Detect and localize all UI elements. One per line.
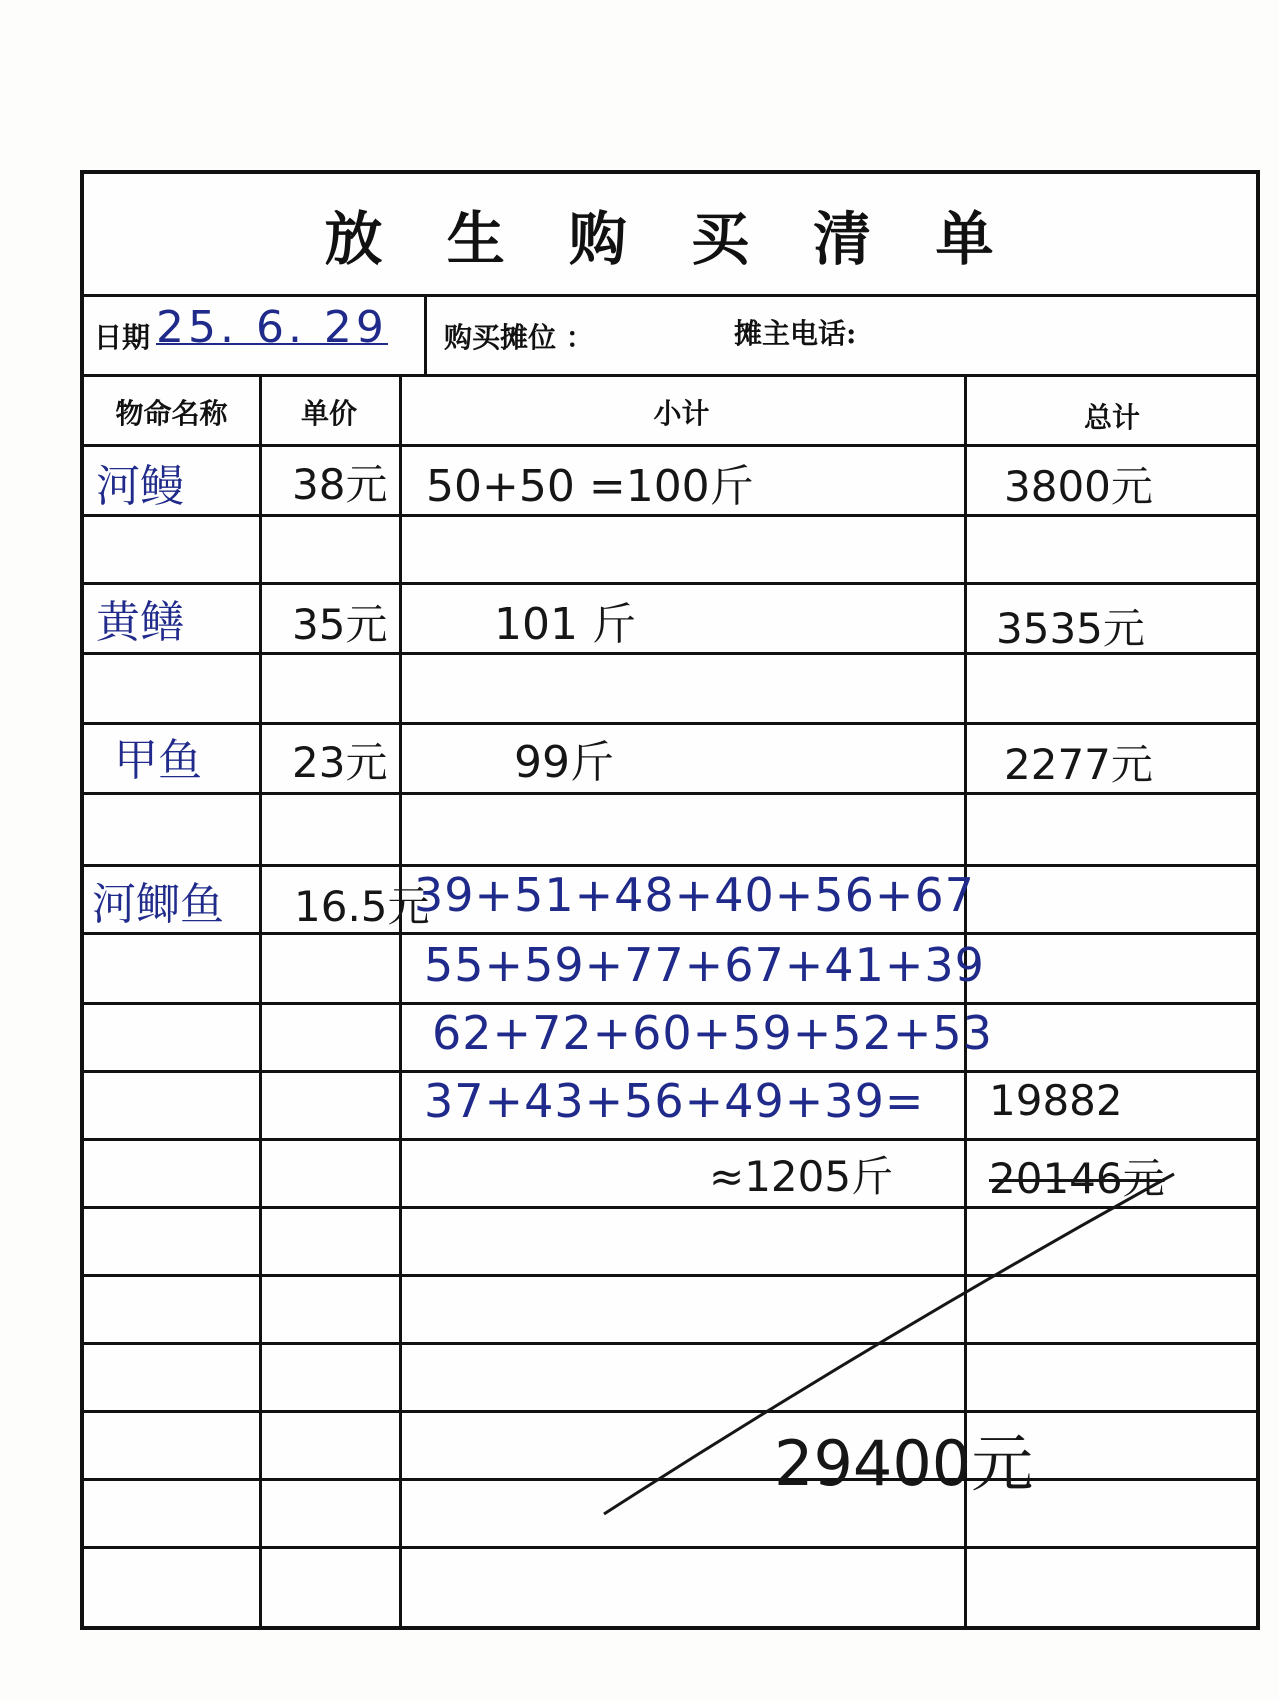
- purchase-list-sheet: [80, 170, 1260, 1630]
- info-divider: [424, 294, 427, 374]
- item-name: 河鳗: [96, 461, 184, 512]
- item-total: 19882: [989, 1076, 1123, 1125]
- items-table: [84, 374, 1256, 1630]
- row-divider: [84, 1410, 1256, 1413]
- header-total: 总计: [1083, 401, 1140, 434]
- stall-label: 购买摊位 ：: [444, 321, 594, 354]
- subtotal-calc-line: 39+51+48+40+56+67: [414, 868, 975, 922]
- row-divider: [84, 1138, 1256, 1141]
- title-row: [84, 174, 1256, 297]
- header-subtotal: 小计: [653, 397, 710, 430]
- info-row: [84, 294, 1256, 377]
- row-divider: [84, 1546, 1256, 1549]
- approx-weight: ≈1205斤: [709, 1152, 894, 1201]
- subtotal-calc-line: 55+59+77+67+41+39: [424, 938, 985, 992]
- row-divider: [84, 1478, 1256, 1481]
- item-name: 甲鱼: [114, 735, 202, 786]
- item-subtotal: 50+50 =100斤: [426, 461, 754, 512]
- header-unit-price: 单价: [300, 397, 357, 430]
- item-subtotal: 99斤: [514, 737, 614, 788]
- item-price: 35元: [292, 600, 388, 649]
- row-divider: [84, 1206, 1256, 1209]
- item-subtotal: 101 斤: [494, 599, 636, 650]
- subtotal-calc-line: 37+43+56+49+39=: [424, 1074, 925, 1128]
- item-price: 38元: [292, 460, 388, 509]
- row-divider: [84, 1342, 1256, 1345]
- item-total: 3800元: [1004, 462, 1153, 511]
- row-divider: [84, 1002, 1256, 1005]
- row-divider: [84, 864, 1256, 867]
- page-title: 放 生 购 买 清 单: [324, 205, 1016, 273]
- row-divider: [84, 582, 1256, 585]
- phone-label: 摊主电话:: [734, 317, 857, 350]
- item-price: 16.5元: [294, 882, 430, 931]
- item-price: 23元: [292, 738, 388, 787]
- row-divider: [84, 932, 1256, 935]
- item-name: 河鲫鱼: [92, 879, 224, 930]
- struck-total: 20146元: [989, 1154, 1165, 1203]
- row-divider: [84, 722, 1256, 725]
- row-divider: [84, 1070, 1256, 1073]
- row-divider: [84, 792, 1256, 795]
- date-label: 日期: [94, 321, 151, 354]
- row-divider: [84, 514, 1256, 517]
- row-divider: [84, 444, 1256, 447]
- subtotal-calc-line: 62+72+60+59+52+53: [432, 1006, 993, 1060]
- item-name: 黄鳝: [96, 597, 184, 648]
- header-item-name: 物命名称: [115, 397, 228, 430]
- row-divider: [84, 1274, 1256, 1277]
- item-total: 2277元: [1004, 740, 1153, 789]
- grand-total: 29400元: [774, 1427, 1034, 1500]
- date-value: 25. 6. 29: [156, 302, 388, 353]
- item-total: 3535元: [996, 604, 1145, 653]
